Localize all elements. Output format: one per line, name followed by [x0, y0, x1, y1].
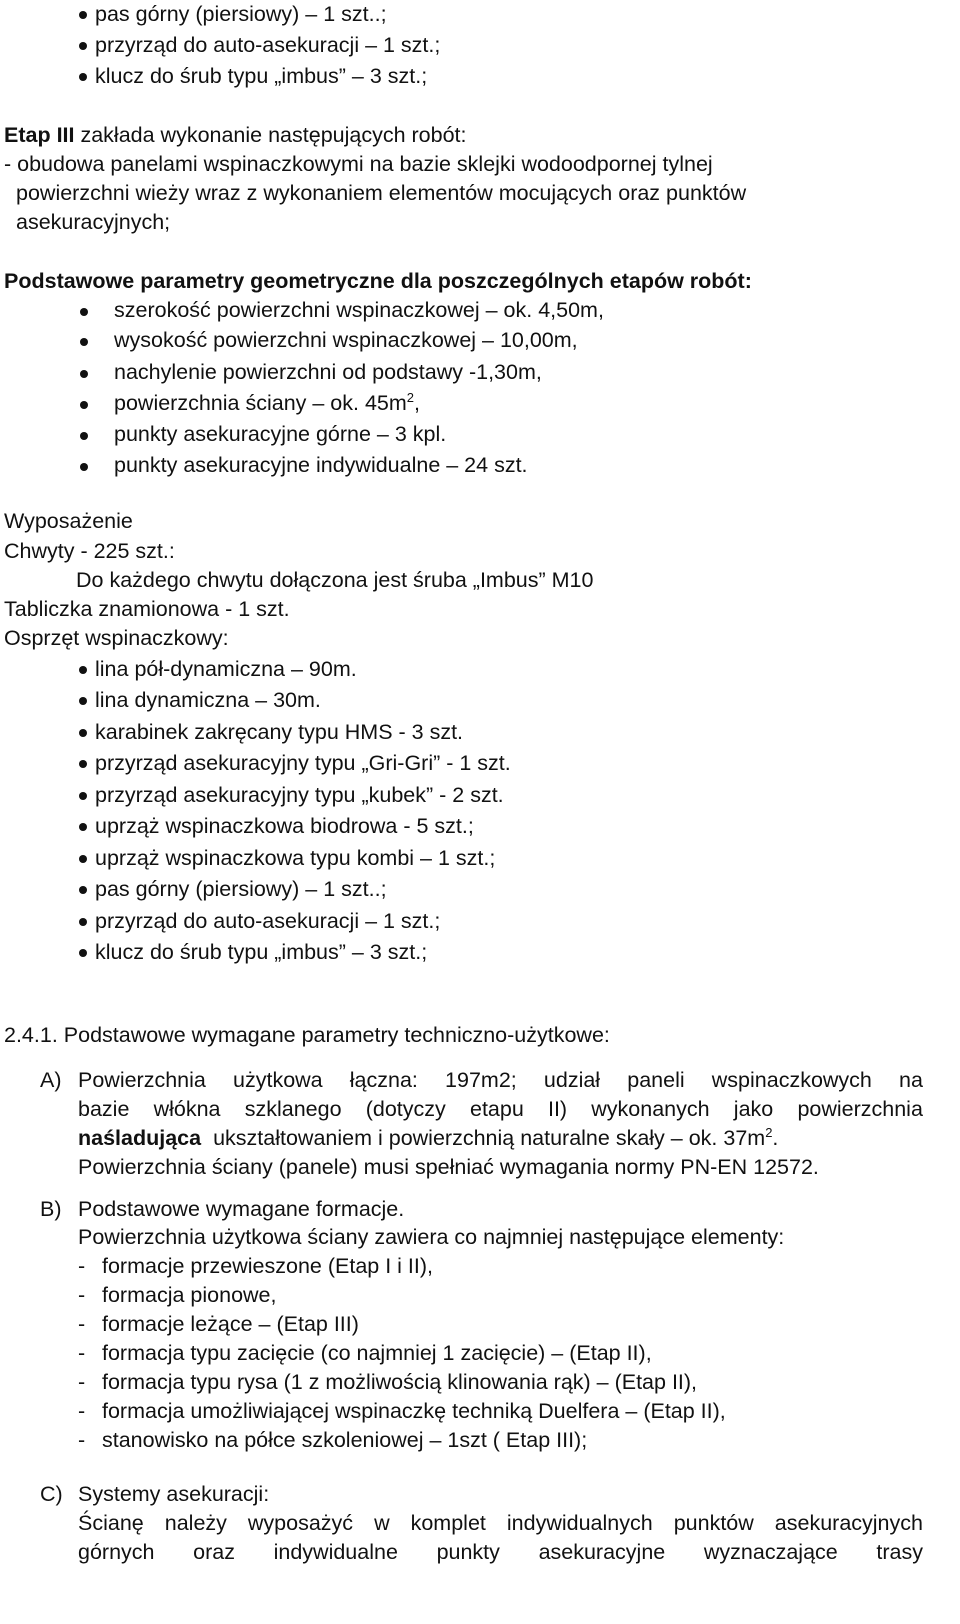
b-intro: Powierzchnia użytkowa ściany zawiera co najmniej następujące elementy:: [78, 1225, 785, 1249]
bullet-icon: [79, 666, 87, 674]
area-text: powierzchnia ściany – ok. 45m: [114, 391, 407, 415]
list-item: formacje przewieszone (Etap I i II),: [102, 1254, 433, 1278]
word: wyznaczające: [703, 1540, 838, 1564]
word: w: [374, 1511, 390, 1535]
list-item: formacja umożliwiającej wspinaczkę techniką Duelfera – (Etap II),: [102, 1399, 726, 1423]
list-item: punkty asekuracyjne górne – 3 kpl.: [114, 422, 447, 446]
etap3-heading: [4, 121, 467, 149]
list-item: pas górny (piersiowy) – 1 szt..;: [95, 2, 387, 26]
word: użytkowa: [233, 1068, 323, 1092]
word: (dotyczy: [365, 1097, 446, 1121]
bullet-icon: [79, 697, 87, 705]
word: wykonanych: [591, 1097, 710, 1121]
list-item: wysokość powierzchni wspinaczkowej – 10,00m,: [114, 328, 578, 352]
dash-marker: -: [78, 1428, 86, 1452]
list-item: formacja typu zacięcie (co najmniej 1 zacięcie) – (Etap II),: [102, 1341, 652, 1365]
list-item: przyrząd do auto-asekuracji – 1 szt.;: [95, 33, 441, 57]
equipment-title: Wyposażenie: [4, 509, 133, 533]
list-item: uprząż wspinaczkowa biodrowa - 5 szt.;: [95, 814, 474, 838]
list-item: przyrząd asekuracyjny typu „kubek” - 2 szt.: [95, 783, 504, 807]
area-sup: 2: [406, 390, 415, 405]
bullet-icon: [80, 463, 88, 471]
list-item: klucz do śrub typu „imbus” – 3 szt.;: [95, 64, 428, 88]
dash-marker: -: [78, 1341, 86, 1365]
bullet-icon: [79, 11, 87, 19]
a-sup: 2: [765, 1125, 773, 1140]
c-line-2: [78, 1538, 923, 1566]
dash-marker: -: [78, 1399, 86, 1423]
word: 197m2;: [445, 1068, 517, 1092]
dash-marker: -: [78, 1254, 86, 1278]
word: bazie: [78, 1097, 130, 1121]
word: włókna: [153, 1097, 221, 1121]
list-item: nachylenie powierzchni od podstawy -1,30m,: [114, 360, 542, 384]
marker-a: A): [40, 1068, 62, 1092]
etap3-line: asekuracyjnych;: [16, 210, 171, 234]
bullet-icon: [79, 823, 87, 831]
tabliczka-line: Tabliczka znamionowa - 1 szt.: [4, 597, 290, 621]
etap3-heading-text: zakłada wykonanie następujących robót:: [74, 123, 467, 147]
word: jako: [733, 1097, 774, 1121]
list-item: klucz do śrub typu „imbus” – 3 szt.;: [95, 940, 428, 964]
bullet-icon: [79, 949, 87, 957]
b-title: Podstawowe wymagane formacje.: [78, 1197, 405, 1221]
word: etapu: [469, 1097, 524, 1121]
word: punkty: [436, 1540, 500, 1564]
word: indywidualnych: [506, 1511, 653, 1535]
list-item: szerokość powierzchni wspinaczkowej – ok. 4,50m,: [114, 298, 604, 322]
list-item: lina pół-dynamiczna – 90m.: [95, 657, 357, 681]
bullet-icon: [79, 760, 87, 768]
word: szklanego: [244, 1097, 342, 1121]
word: oraz: [193, 1540, 235, 1564]
bullet-icon: [79, 42, 87, 50]
word: asekuracyjne: [538, 1540, 666, 1564]
word: Powierzchnia: [78, 1068, 206, 1092]
bullet-icon: [80, 308, 88, 316]
params-heading: Podstawowe parametry geometryczne dla poszczególnych etapów robót:: [4, 269, 752, 293]
area-tail: ,: [414, 391, 420, 415]
word: powierzchnia: [797, 1097, 923, 1121]
word: indywidualne: [273, 1540, 398, 1564]
bullet-icon: [79, 855, 87, 863]
list-item: pas górny (piersiowy) – 1 szt..;: [95, 877, 387, 901]
bullet-icon: [79, 918, 87, 926]
section-heading: 2.4.1. Podstawowe wymagane parametry techniczno-użytkowe:: [4, 1023, 610, 1047]
bullet-icon: [80, 370, 88, 378]
a-line-3-text: ukształtowaniem i powierzchnią naturalne skały – ok. 37m: [213, 1126, 766, 1150]
word: łączna:: [349, 1068, 418, 1092]
chwyty-note: Do każdego chwytu dołączona jest śruba „Imbus” M10: [76, 568, 594, 592]
bullet-icon: [79, 792, 87, 800]
word: górnych: [78, 1540, 155, 1564]
etap3-label: Etap III: [4, 123, 75, 147]
bullet-icon: [80, 401, 88, 409]
word: paneli: [627, 1068, 685, 1092]
etap3-line: powierzchni wieży wraz z wykonaniem elementów mocujących oraz punktów: [16, 181, 747, 205]
list-item: karabinek zakręcany typu HMS - 3 szt.: [95, 720, 464, 744]
a-line-2: [78, 1095, 923, 1123]
list-item: przyrząd asekuracyjny typu „Gri-Gri” - 1 szt.: [95, 751, 511, 775]
word: na: [899, 1068, 923, 1092]
word: udział: [543, 1068, 601, 1092]
a-line-4: Powierzchnia ściany (panele) musi spełniać wymagania normy PN-EN 12572.: [78, 1155, 819, 1179]
word: asekuracyjnych: [774, 1511, 923, 1535]
list-item: lina dynamiczna – 30m.: [95, 688, 321, 712]
word: wyposażyć: [247, 1511, 354, 1535]
bullet-icon: [80, 432, 88, 440]
a-tail: .: [772, 1126, 779, 1150]
list-item: formacja typu rysa (1 z możliwością klinowania rąk) – (Etap II),: [102, 1370, 698, 1394]
marker-b: B): [40, 1197, 62, 1221]
a-line-1: [78, 1066, 923, 1094]
bullet-icon: [79, 886, 87, 894]
dash-marker: -: [78, 1283, 86, 1307]
list-item: przyrząd do auto-asekuracji – 1 szt.;: [95, 909, 441, 933]
list-item: uprząż wspinaczkowa typu kombi – 1 szt.;: [95, 846, 496, 870]
word: wspinaczkowych: [711, 1068, 872, 1092]
bullet-icon: [79, 729, 87, 737]
word: punktów: [673, 1511, 754, 1535]
osprzet-title: Osprzęt wspinaczkowy:: [4, 626, 229, 650]
list-item: formacja pionowe,: [102, 1283, 277, 1307]
c-title: Systemy asekuracji:: [78, 1482, 270, 1506]
word: należy: [164, 1511, 227, 1535]
dash-marker: -: [78, 1312, 86, 1336]
list-item: formacje leżące – (Etap III): [102, 1312, 359, 1336]
list-item: punkty asekuracyjne indywidualne – 24 szt.: [114, 453, 528, 477]
dash-marker: -: [78, 1370, 86, 1394]
list-item: stanowisko na półce szkoleniowej – 1szt ( Etap III);: [102, 1428, 588, 1452]
a-line-3: [78, 1124, 778, 1152]
word: trasy: [876, 1540, 923, 1564]
a-bold-word: naśladująca: [78, 1126, 202, 1150]
bullet-icon: [79, 73, 87, 81]
etap3-line: - obudowa panelami wspinaczkowymi na bazie sklejki wodoodpornej tylnej: [4, 152, 713, 176]
word: II): [547, 1097, 568, 1121]
c-line-1: [78, 1509, 923, 1537]
marker-c: C): [40, 1482, 63, 1506]
bullet-icon: [80, 338, 88, 346]
word: Ścianę: [78, 1511, 144, 1535]
word: komplet: [410, 1511, 486, 1535]
chwyty-line: Chwyty - 225 szt.:: [4, 539, 175, 563]
list-item: [114, 389, 420, 417]
